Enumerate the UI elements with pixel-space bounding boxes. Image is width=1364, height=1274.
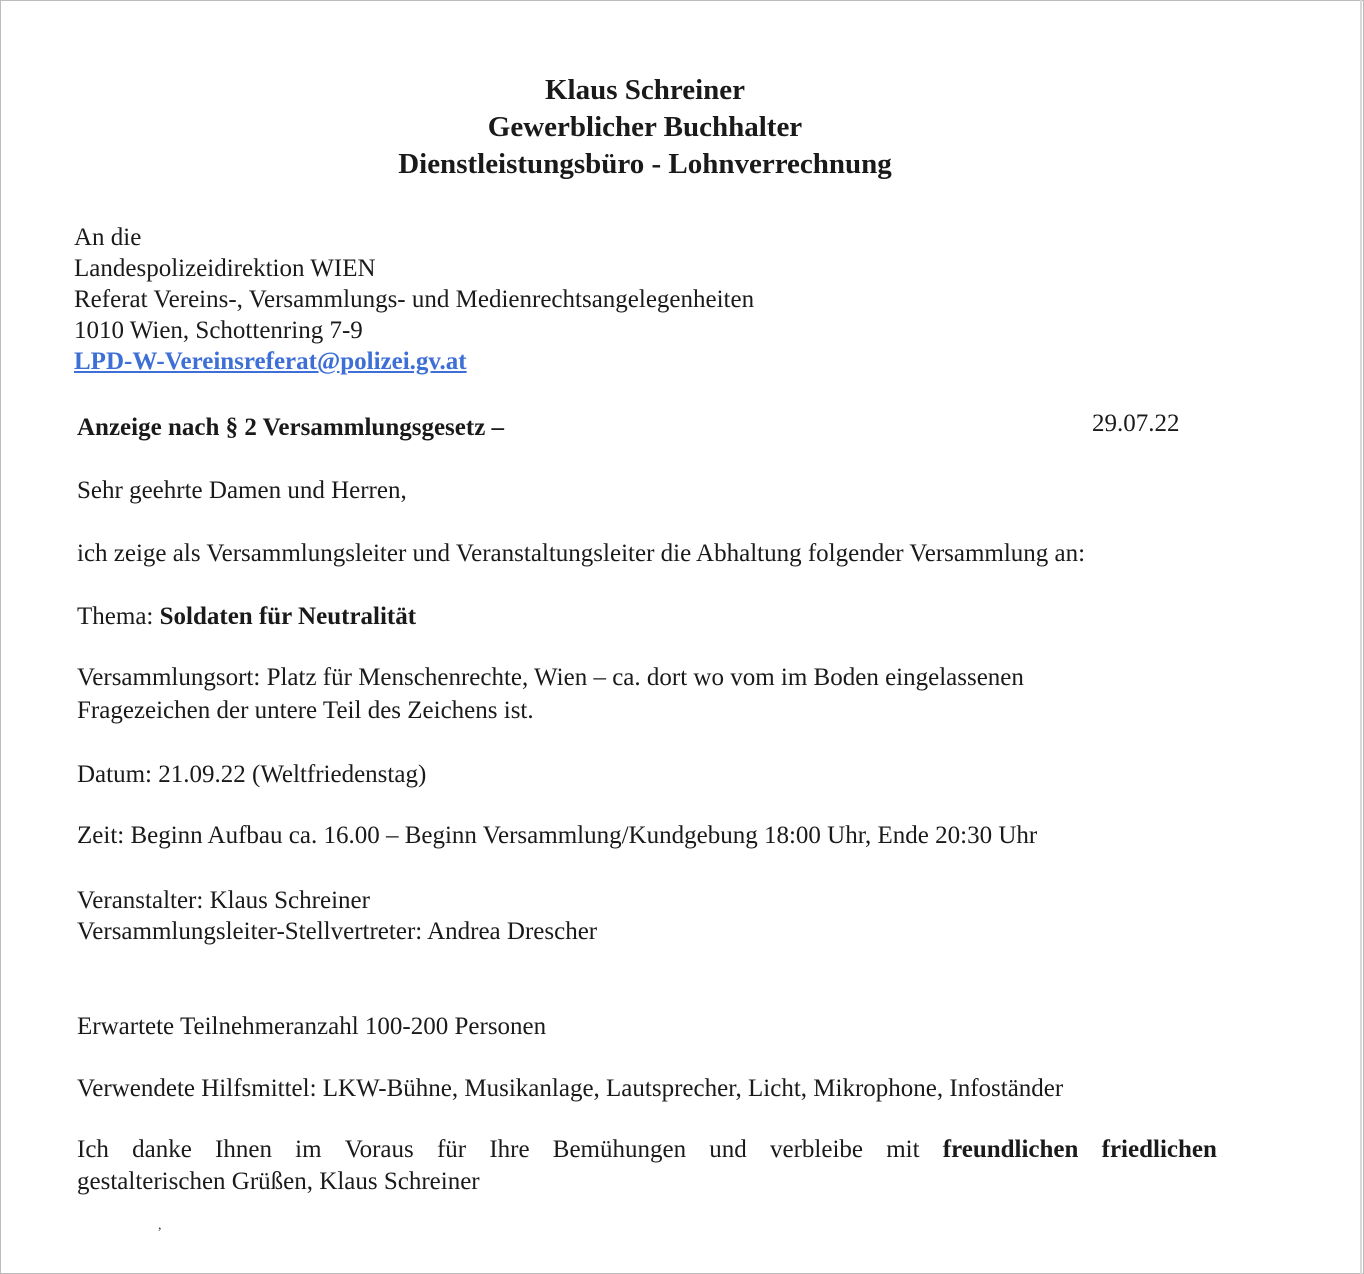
location-line-1: Versammlungsort: Platz für Menschenrechte, Wien – ca. dort wo vom im Boden eingelassenen	[77, 664, 1024, 691]
event-date: Datum: 21.09.22 (Weltfriedenstag)	[77, 761, 427, 788]
closing-word: Ich	[77, 1136, 109, 1163]
recipient-salutation-line: An die	[74, 224, 142, 251]
event-time: Zeit: Beginn Aufbau ca. 16.00 – Beginn Versammlung/Kundgebung 18:00 Uhr, Ende 20:30 Uhr	[77, 822, 1038, 849]
letterhead	[0, 72, 1290, 183]
greeting: Sehr geehrte Damen und Herren,	[77, 477, 407, 504]
letter-date: 29.07.22	[1092, 410, 1180, 437]
closing-word: Bemühungen	[552, 1136, 687, 1163]
closing-word: und	[709, 1136, 747, 1163]
closing-bold-word: freundlichen	[942, 1136, 1079, 1163]
organizer: Veranstalter: Klaus Schreiner	[77, 887, 370, 914]
closing-word: mit	[886, 1136, 920, 1163]
location-line-2: Fragezeichen der untere Teil des Zeichens ist.	[77, 697, 534, 724]
recipient-authority: Landespolizeidirektion WIEN	[74, 255, 376, 282]
intro-text: ich zeige als Versammlungsleiter und Veranstaltungsleiter die Abhaltung folgender Versammlung an:	[77, 540, 1086, 567]
sender-profession: Gewerblicher Buchhalter	[487, 111, 803, 143]
topic-line	[77, 601, 416, 632]
closing-word: für	[436, 1136, 467, 1163]
recipient-street-address: 1010 Wien, Schottenring 7-9	[74, 317, 363, 344]
sender-office: Dienstleistungsbüro - Lohnverrechnung	[398, 148, 892, 180]
scan-edge	[1360, 0, 1362, 1274]
topic-label: Thema:	[77, 603, 154, 630]
closing-word: im	[295, 1136, 322, 1163]
recipient-email-link[interactable]: LPD-W-Vereinsreferat@polizei.gv.at	[74, 348, 467, 375]
subject-line: Anzeige nach § 2 Versammlungsgesetz –	[77, 414, 505, 441]
closing-word: verbleibe	[770, 1136, 864, 1163]
closing-word: danke	[132, 1136, 192, 1163]
closing-bold-word: friedlichen	[1101, 1136, 1217, 1163]
closing-paragraph	[77, 1134, 1217, 1198]
expected-participants: Erwartete Teilnehmeranzahl 100-200 Personen	[77, 1013, 547, 1040]
deputy-leader: Versammlungsleiter-Stellvertreter: Andrea Drescher	[77, 918, 598, 945]
sender-name: Klaus Schreiner	[544, 74, 746, 106]
closing-line-1	[77, 1134, 1217, 1166]
stray-mark: ,	[158, 1218, 162, 1233]
recipient-address	[74, 222, 754, 377]
closing-word: Ihnen	[215, 1136, 272, 1163]
equipment-used: Verwendete Hilfsmittel: LKW-Bühne, Musikanlage, Lautsprecher, Licht, Mikrophone, Infoständer	[77, 1075, 1064, 1102]
closing-line-2: gestalterischen Grüßen, Klaus Schreiner	[77, 1168, 480, 1195]
topic-value: Soldaten für Neutralität	[159, 603, 417, 630]
closing-word: Ihre	[489, 1136, 530, 1163]
recipient-department: Referat Vereins-, Versammlungs- und Medienrechtsangelegenheiten	[74, 286, 755, 313]
closing-word: Voraus	[344, 1136, 414, 1163]
